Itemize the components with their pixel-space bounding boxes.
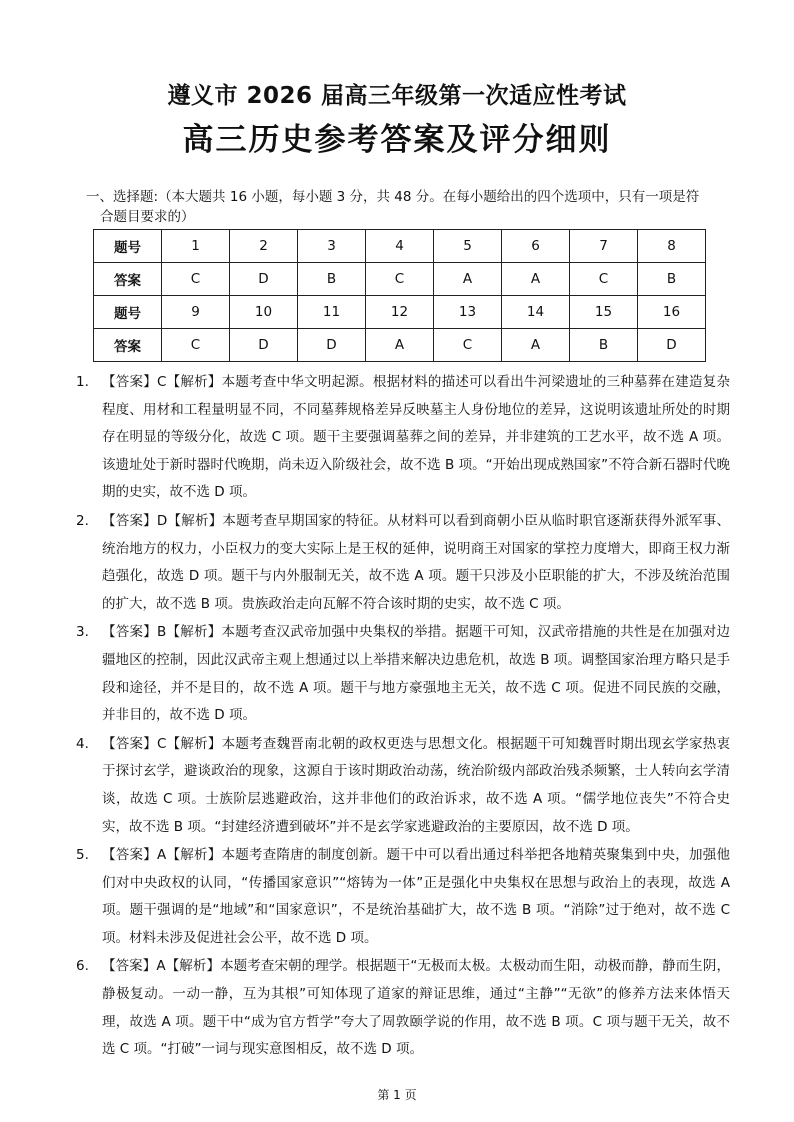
item-text: 【答案】C【解析】本题考查魏晋南北朝的政权更迭与思想文化。根据题干可知魏晋时期出现玄学家热衷于探讨玄学，避谈政治的现象，这源自于该时期政治动荡，统治阶级内部政治残杀频繁，士人转向玄学清谈，故选 C 项。士族阶层逃避政治，这并非他们的政治诉求，故不选 A 项。“儒学地位丧失”不符合史实，故不选 B 项。“封建经济遭到破坏”并不是玄学家逃避政治的主要原因，故不选 D 项。	[102, 735, 730, 835]
answer-key-title: 高三历史参考答案及评分细则	[182, 122, 612, 158]
explanation-item	[76, 369, 730, 507]
page-number: 第 1 页	[377, 1088, 417, 1102]
table-cell: 9	[162, 296, 230, 329]
table-cell: 15	[570, 296, 638, 329]
table-cell: B	[638, 263, 706, 296]
item-text: 【答案】A【解析】本题考查隋唐的制度创新。题干中可以看出通过科举把各地精英聚集到中央，加强他们对中央政权的认同，“传播国家意识”“熔铸为一体”正是强化中央集权在思想与政治上的表现，故选 A 项。题干强调的是“地域”和“国家意识”，不是统治基础扩大，故不选 B 项。“消除”过于绝对，故不选 C 项。材料未涉及促进社会公平，故不选 D 项。	[102, 847, 730, 946]
row-header-cell: 题号	[94, 230, 162, 263]
table-cell: D	[638, 329, 706, 362]
table-cell: D	[230, 329, 298, 362]
section-intro	[86, 187, 734, 227]
row-header-cell: 答案	[94, 263, 162, 296]
item-text: 【答案】A【解析】本题考查宋朝的理学。根据题干“无极而太极。太极动而生阳，动极而静，静而生阴，静极复动。一动一静，互为其根”可知体现了道家的辩证思维，通过“主静”“无欲”的修养方法来体悟天理，故选 A 项。题干中“成为官方哲学”夸大了周敦颐学说的作用，故不选 B 项。C 项与题干无关，故不选 C 项。“打破”一词与现实意图相反，故不选 D 项。	[102, 958, 730, 1058]
table-cell: D	[230, 263, 298, 296]
table-cell: C	[162, 263, 230, 296]
section-label: 一、选择题:	[86, 189, 159, 205]
table-row	[94, 329, 706, 362]
table-row	[94, 230, 706, 263]
table-cell: C	[366, 263, 434, 296]
table-cell: 13	[434, 296, 502, 329]
table-cell: B	[570, 329, 638, 362]
item-number: 2.	[76, 512, 89, 529]
item-number: 5.	[76, 847, 89, 864]
table-cell: A	[502, 263, 570, 296]
table-cell: B	[298, 263, 366, 296]
table-cell: 14	[502, 296, 570, 329]
table-cell: 5	[434, 230, 502, 263]
item-number: 4.	[76, 735, 89, 752]
explanation-list	[76, 369, 730, 1065]
explanation-item	[76, 731, 730, 841]
table-cell: 16	[638, 296, 706, 329]
table-cell: 6	[502, 230, 570, 263]
table-cell: 8	[638, 230, 706, 263]
table-cell: 7	[570, 230, 638, 263]
table-cell: A	[434, 263, 502, 296]
explanation-item	[76, 619, 730, 729]
table-cell: D	[298, 329, 366, 362]
table-cell: 4	[366, 230, 434, 263]
table-cell: 10	[230, 296, 298, 329]
exam-title: 遵义市 2026 届高三年级第一次适应性考试	[167, 83, 627, 109]
table-cell: A	[366, 329, 434, 362]
explanation-item	[76, 508, 730, 618]
item-number: 3.	[76, 624, 89, 641]
table-cell: C	[570, 263, 638, 296]
row-header-cell: 题号	[94, 296, 162, 329]
table-cell: 3	[298, 230, 366, 263]
table-cell: 1	[162, 230, 230, 263]
item-text: 【答案】C【解析】本题考查中华文明起源。根据材料的描述可以看出牛河梁遗址的三种墓葬在建造复杂程度、用材和工程量明显不同，不同墓葬规格差异反映墓主人身份地位的差异，这说明该遗址所处的时期存在明显的等级分化，故选 C 项。题干主要强调墓葬之间的差异，并非建筑的工艺水平，故不选 A 项。该遗址处于新时器时代晚期，尚未迈入阶级社会，故不选 B 项。“开始出现成熟国家”不符合新石器时代晚期的史实，故不选 D 项。	[102, 374, 730, 501]
section-desc-line1: （本大题共 16 小题，每小题 3 分，共 48 分。在每小题给出的四个选项中，只有一项是符	[158, 189, 700, 205]
explanation-item	[76, 953, 730, 1063]
item-text: 【答案】D【解析】本题考查早期国家的特征。从材料可以看到商朝小臣从临时职官逐渐获得外派军事、统治地方的权力，小臣权力的变大实际上是王权的延伸，说明商王对国家的掌控力度增大，即商王权力渐趋强化，故选 D 项。题干与内外服制无关，故不选 A 项。题干只涉及小臣职能的扩大，不涉及统治范围的扩大，故不选 B 项。贵族政治走向瓦解不符合该时期的史实，故不选 C 项。	[102, 512, 730, 612]
table-cell: C	[162, 329, 230, 362]
item-number: 6.	[76, 958, 89, 975]
row-header-cell: 答案	[94, 329, 162, 362]
table-cell: C	[434, 329, 502, 362]
item-text: 【答案】B【解析】本题考查汉武帝加强中央集权的举措。据题干可知，汉武帝措施的共性是在加强对边疆地区的控制，因此汉武帝主观上想通过以上举措来解决边患危机，故选 B 项。调整国家治理方略只是手段和途径，并不是目的，故不选 A 项。题干与地方豪强地主无关，故不选 C 项。促进不同民族的交融，并非目的，故不选 D 项。	[102, 624, 730, 724]
table-cell: 11	[298, 296, 366, 329]
answer-table	[93, 229, 706, 362]
table-row	[94, 263, 706, 296]
table-cell: 12	[366, 296, 434, 329]
table-row	[94, 296, 706, 329]
table-cell: A	[502, 329, 570, 362]
item-number: 1.	[76, 374, 89, 390]
table-cell: 2	[230, 230, 298, 263]
explanation-item	[76, 842, 730, 952]
section-desc-line2: 合题目要求的）	[100, 209, 195, 225]
